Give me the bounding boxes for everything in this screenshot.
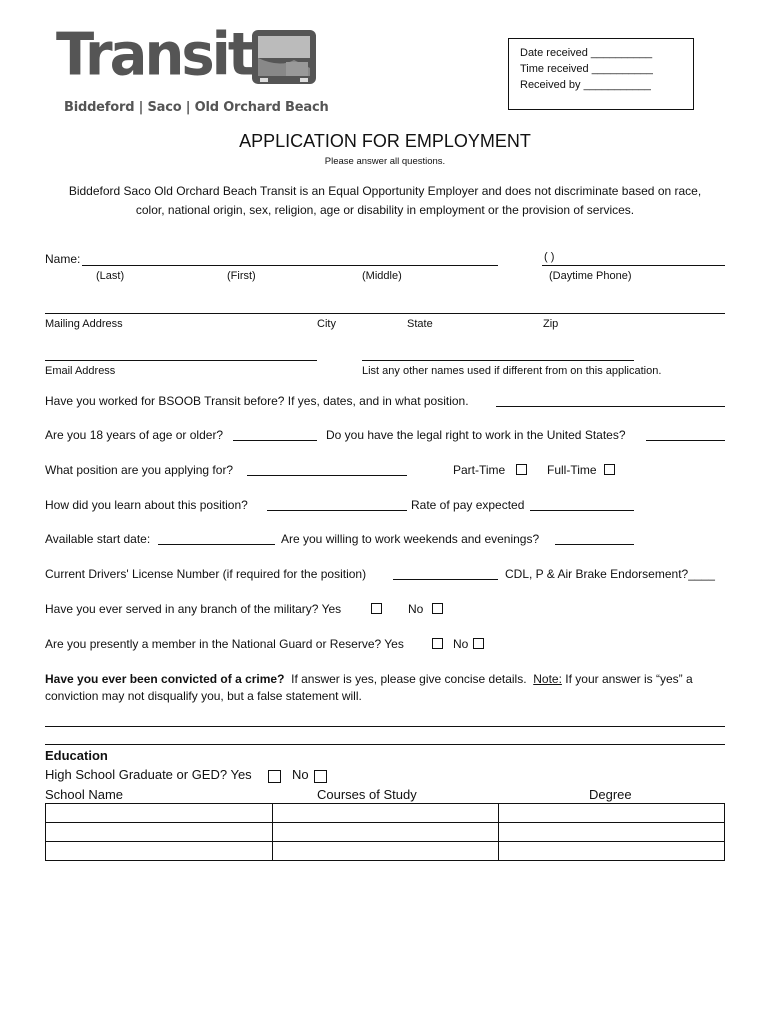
school-name-header: School Name	[45, 787, 124, 802]
logo-wordmark: Transit	[56, 20, 252, 89]
courses-cell[interactable]	[273, 804, 499, 823]
full-time-checkbox[interactable]	[604, 464, 615, 475]
daytime-phone-caption: (Daytime Phone)	[549, 270, 632, 282]
start-date-field[interactable]	[158, 544, 275, 545]
mailing-address-caption: Mailing Address	[45, 318, 123, 330]
transit-logo	[56, 20, 329, 120]
guard-question: Are you presently a member in the National Guard or Reserve? Yes	[45, 637, 404, 651]
position-question: What position are you applying for?	[45, 463, 234, 477]
name-label: Name:	[45, 252, 81, 266]
table-row	[46, 842, 725, 861]
guard-no-label: No	[453, 637, 469, 651]
degree-cell[interactable]	[499, 823, 725, 842]
note-text: If your answer is “yes” a	[565, 672, 693, 686]
legal-right-question: Do you have the legal right to work in the United States?	[326, 428, 626, 442]
weekends-field[interactable]	[555, 544, 634, 545]
start-date-question: Available start date:	[45, 532, 151, 546]
weekends-question: Are you willing to work weekends and evenings?	[281, 532, 540, 546]
crime-details-field-1[interactable]	[45, 726, 725, 727]
phone-field[interactable]	[542, 265, 725, 266]
city-caption: City	[317, 318, 336, 330]
worked-before-question: Have you worked for BSOOB Transit before? If yes, dates, and in what position.	[45, 394, 469, 408]
learn-question: How did you learn about this position?	[45, 498, 248, 512]
degree-header: Degree	[589, 787, 632, 802]
zip-caption: Zip	[543, 318, 559, 330]
crime-details-field-2[interactable]	[45, 744, 725, 745]
military-question: Have you ever served in any branch of the military? Yes	[45, 602, 342, 616]
page-title: APPLICATION FOR EMPLOYMENT	[239, 131, 531, 151]
degree-cell[interactable]	[499, 804, 725, 823]
military-no-checkbox[interactable]	[432, 603, 443, 614]
table-row	[46, 804, 725, 823]
guard-yes-checkbox[interactable]	[432, 638, 443, 649]
time-received: Time received __________	[520, 63, 653, 75]
license-question: Current Drivers' License Number (if required for the position)	[45, 567, 367, 581]
legal-right-field[interactable]	[646, 440, 725, 441]
hs-no-label: No	[292, 767, 309, 782]
hs-yes-checkbox[interactable]	[268, 770, 281, 783]
email-field[interactable]	[45, 360, 317, 361]
state-caption: State	[407, 318, 433, 330]
received-by: Received by ___________	[520, 79, 651, 91]
crime-question-line2: conviction may not disqualify you, but a false statement will.	[45, 689, 362, 703]
office-use-box	[508, 38, 694, 110]
part-time-label: Part-Time	[453, 463, 506, 477]
eoe-statement-line1: Biddeford Saco Old Orchard Beach Transit is an Equal Opportunity Employer and does not discriminate based on race,	[68, 184, 702, 198]
part-time-checkbox[interactable]	[516, 464, 527, 475]
other-names-caption: List any other names used if different from on this application.	[362, 365, 662, 377]
rate-field[interactable]	[530, 510, 634, 511]
hs-question: High School Graduate or GED? Yes	[45, 767, 252, 782]
date-received: Date received __________	[520, 47, 653, 59]
table-row	[46, 823, 725, 842]
position-field[interactable]	[247, 475, 407, 476]
first-name-caption: (First)	[227, 270, 256, 282]
guard-no-checkbox[interactable]	[473, 638, 484, 649]
crime-question	[45, 672, 693, 686]
learn-field[interactable]	[267, 510, 407, 511]
mailing-address-field[interactable]	[45, 313, 725, 314]
crime-instruction: If answer is yes, please give concise details.	[291, 672, 527, 686]
education-heading: Education	[45, 748, 108, 763]
email-caption: Email Address	[45, 365, 116, 377]
school-cell[interactable]	[46, 804, 273, 823]
worked-before-field[interactable]	[496, 406, 725, 407]
military-yes-checkbox[interactable]	[371, 603, 382, 614]
courses-cell[interactable]	[273, 842, 499, 861]
note-label: Note:	[533, 672, 562, 686]
full-time-label: Full-Time	[547, 463, 597, 477]
logo-subtitle: Biddeford | Saco | Old Orchard Beach	[64, 100, 329, 115]
eoe-statement-line2: color, national origin, sex, religion, age or disability in employment or the provision of services.	[135, 203, 635, 217]
phone-area-code: ( )	[544, 251, 555, 263]
cdl-question: CDL, P & Air Brake Endorsement?____	[505, 567, 715, 581]
last-name-caption: (Last)	[96, 270, 125, 282]
other-names-field[interactable]	[362, 360, 634, 361]
license-field[interactable]	[393, 579, 498, 580]
bus-icon	[250, 28, 318, 88]
age-question: Are you 18 years of age or older?	[45, 428, 224, 442]
school-cell[interactable]	[46, 842, 273, 861]
hs-no-checkbox[interactable]	[314, 770, 327, 783]
school-cell[interactable]	[46, 823, 273, 842]
courses-header: Courses of Study	[317, 787, 417, 802]
education-table	[45, 803, 725, 861]
military-no-label: No	[408, 602, 424, 616]
middle-name-caption: (Middle)	[362, 270, 402, 282]
age-field[interactable]	[233, 440, 317, 441]
degree-cell[interactable]	[499, 842, 725, 861]
instruction-text: Please answer all questions.	[324, 156, 446, 167]
crime-question-bold: Have you ever been convicted of a crime?	[45, 672, 285, 686]
name-field[interactable]	[82, 265, 498, 266]
courses-cell[interactable]	[273, 823, 499, 842]
rate-question: Rate of pay expected	[411, 498, 525, 512]
